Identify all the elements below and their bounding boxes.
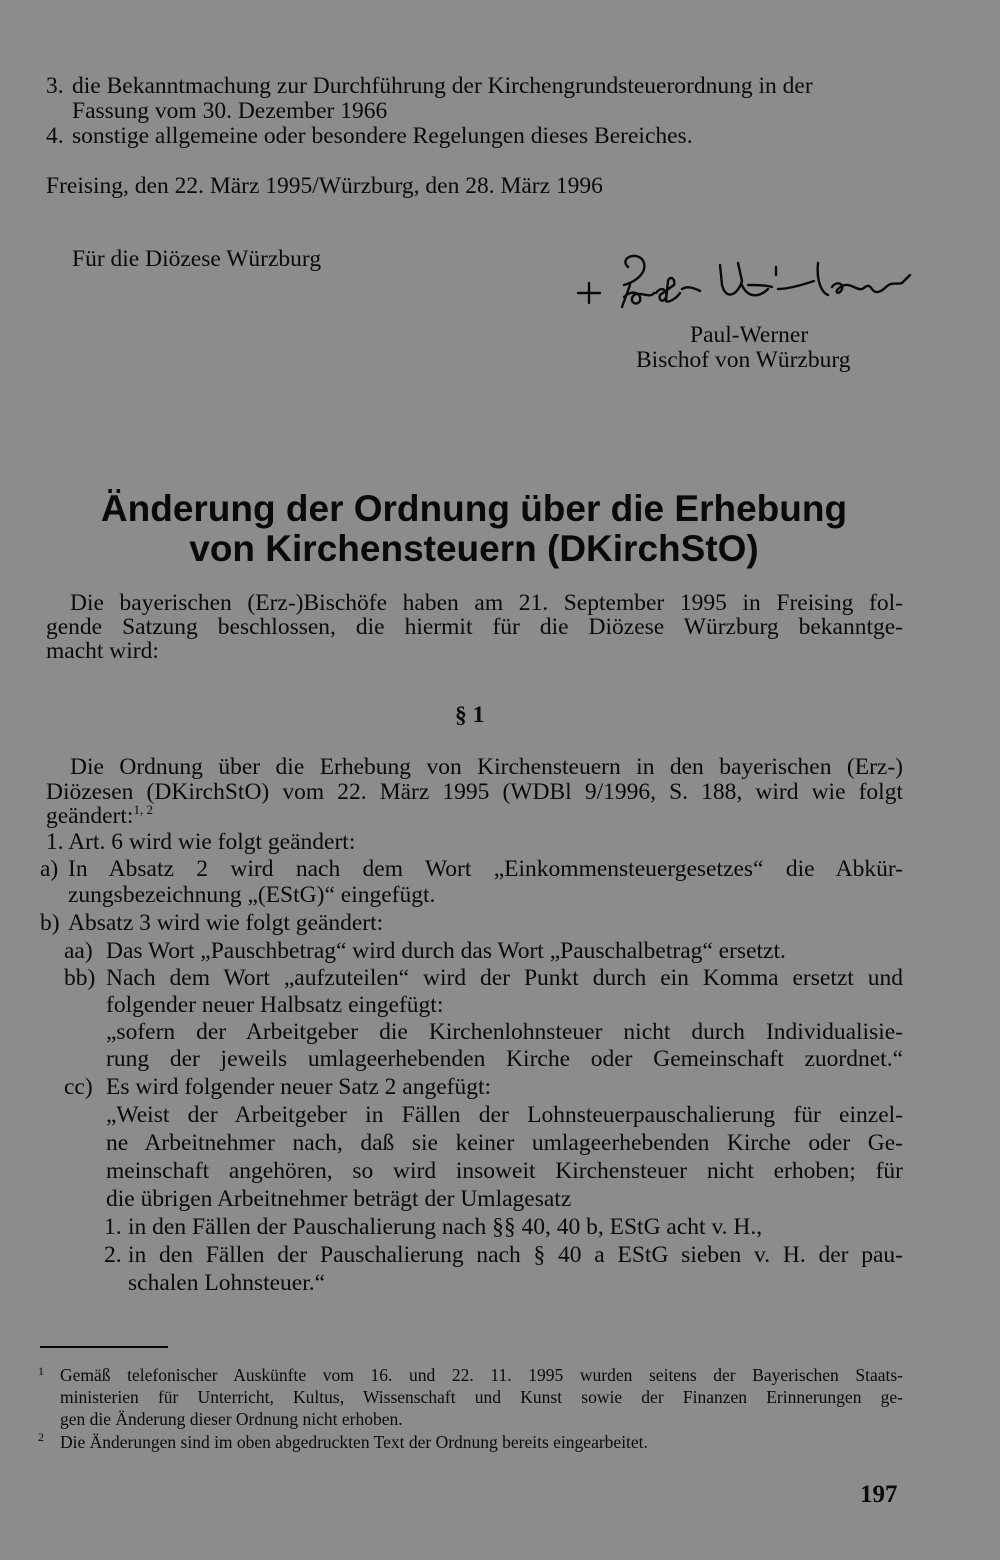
place-date: Freising, den 22. März 1995/Würzburg, den 28. März 1996	[46, 173, 603, 199]
footnote-2-line1: Die Änderungen sind im oben abgedruckten Text der Ordnung bereits eingearbeitet.	[60, 1432, 648, 1452]
heading-line1: Änderung der Ordnung über die Erhebung	[100, 488, 848, 529]
item-cc-label: cc)	[64, 1074, 93, 1100]
list-item-3-number: 3.	[46, 73, 64, 99]
item-aa-text: Das Wort „Pauschbetrag“ wird durch das Wort „Pauschalbetrag“ ersetzt.	[106, 938, 786, 964]
signatory-role: Bischof von Würzburg	[636, 347, 851, 373]
item-bb-line1: Nach dem Wort „aufzuteilen“ wird der Punkt durch ein Komma ersetzt und	[106, 965, 903, 991]
item-cc-line2: „Weist der Arbeitgeber in Fällen der Lohnsteuerpauschalierung für einzel-	[106, 1102, 903, 1128]
cc-sub-2-number: 2.	[104, 1242, 122, 1268]
item-b-label: b)	[40, 910, 60, 936]
item-bb-label: bb)	[64, 965, 96, 991]
signature-image	[570, 245, 920, 320]
item-1: 1. Art. 6 wird wie folgt geändert:	[46, 829, 356, 855]
cc-sub-2-line2: schalen Lohnsteuer.“	[128, 1270, 326, 1296]
for-diocese: Für die Diözese Würzburg	[72, 246, 322, 272]
cc-sub-2-line1: in den Fällen der Pauschalierung nach § 40 a EStG sieben v. H. der pau-	[128, 1242, 903, 1268]
footnote-divider	[40, 1346, 168, 1348]
item-b-text: Absatz 3 wird wie folgt geändert:	[68, 910, 384, 936]
item-a-label: a)	[40, 856, 59, 882]
item-cc-line1: Es wird folgender neuer Satz 2 angefügt:	[106, 1074, 492, 1100]
item-bb-line4: rung der jeweils umlageerhebenden Kirche oder Gemeinschaft zuordnet.“	[106, 1046, 903, 1072]
cc-sub-1-text: in den Fällen der Pauschalierung nach §§ 40, 40 b, EStG acht v. H.,	[128, 1214, 763, 1240]
list-item-4-line1: sonstige allgemeine oder besondere Regelungen dieses Bereiches.	[72, 123, 693, 149]
list-item-4-number: 4.	[46, 123, 64, 149]
item-cc-line3: ne Arbeitnehmer nach, daß sie keiner umlageerhebenden Kirche oder Ge-	[106, 1130, 903, 1156]
body-p1-line3	[46, 803, 153, 830]
footnote-refs: 1, 2	[133, 802, 153, 818]
section-heading: § 1	[455, 702, 485, 728]
body-p1-line1: Die Ordnung über die Erhebung von Kirchensteuern in den bayerischen (Erz-)	[70, 754, 903, 780]
item-aa-label: aa)	[64, 938, 93, 964]
body-p1-line2: Diözesen (DKirchStO) vom 22. März 1995 (WDBl 9/1996, S. 188, wird wie folgt	[46, 779, 903, 805]
item-a-line2: zungsbezeichnung „(EStG)“ eingefügt.	[68, 882, 436, 908]
item-cc-line5: die übrigen Arbeitnehmer beträgt der Umlagesatz	[106, 1186, 572, 1212]
item-bb-line3: „sofern der Arbeitgeber die Kirchenlohnsteuer nicht durch Individualisie-	[106, 1019, 903, 1045]
item-a-line1: In Absatz 2 wird nach dem Wort „Einkommensteuergesetzes“ die Abkür-	[68, 856, 903, 882]
list-item-3-line2: Fassung vom 30. Dezember 1966	[72, 98, 388, 124]
cc-sub-1-number: 1.	[104, 1214, 122, 1240]
intro-line2: gende Satzung beschlossen, die hiermit für die Diözese Würzburg bekanntge-	[46, 614, 903, 640]
intro-line3: macht wird:	[46, 638, 159, 664]
item-bb-line2: folgender neuer Halbsatz eingefügt:	[106, 992, 444, 1018]
item-cc-line4: meinschaft angehören, so wird insoweit Kirchensteuer nicht erhoben; für	[106, 1158, 903, 1184]
signatory-name: Paul-Werner	[690, 322, 809, 348]
footnote-1-mark: 1	[38, 1364, 44, 1378]
footnote-1-line3: gen die Änderung dieser Ordnung nicht erhoben.	[60, 1409, 403, 1429]
list-item-3-line1: die Bekanntmachung zur Durchführung der Kirchengrundsteuerordnung in der	[72, 73, 813, 99]
footnote-1-line2: ministerien für Unterricht, Kultus, Wissenschaft und Kunst sowie der Finanzen Erinnerungen ge-	[60, 1387, 903, 1407]
footnote-2-mark: 2	[38, 1430, 44, 1444]
body-p1-line3-text: geändert:	[46, 803, 134, 829]
intro-line1: Die bayerischen (Erz-)Bischöfe haben am 21. September 1995 in Freising fol-	[70, 590, 903, 616]
page-number: 197	[860, 1481, 898, 1508]
heading-line2: von Kirchensteuern (DKirchStO)	[189, 528, 759, 569]
footnote-1-line1: Gemäß telefonischer Auskünfte vom 16. und 22. 11. 1995 wurden seitens der Bayerischen Staats-	[60, 1365, 903, 1385]
